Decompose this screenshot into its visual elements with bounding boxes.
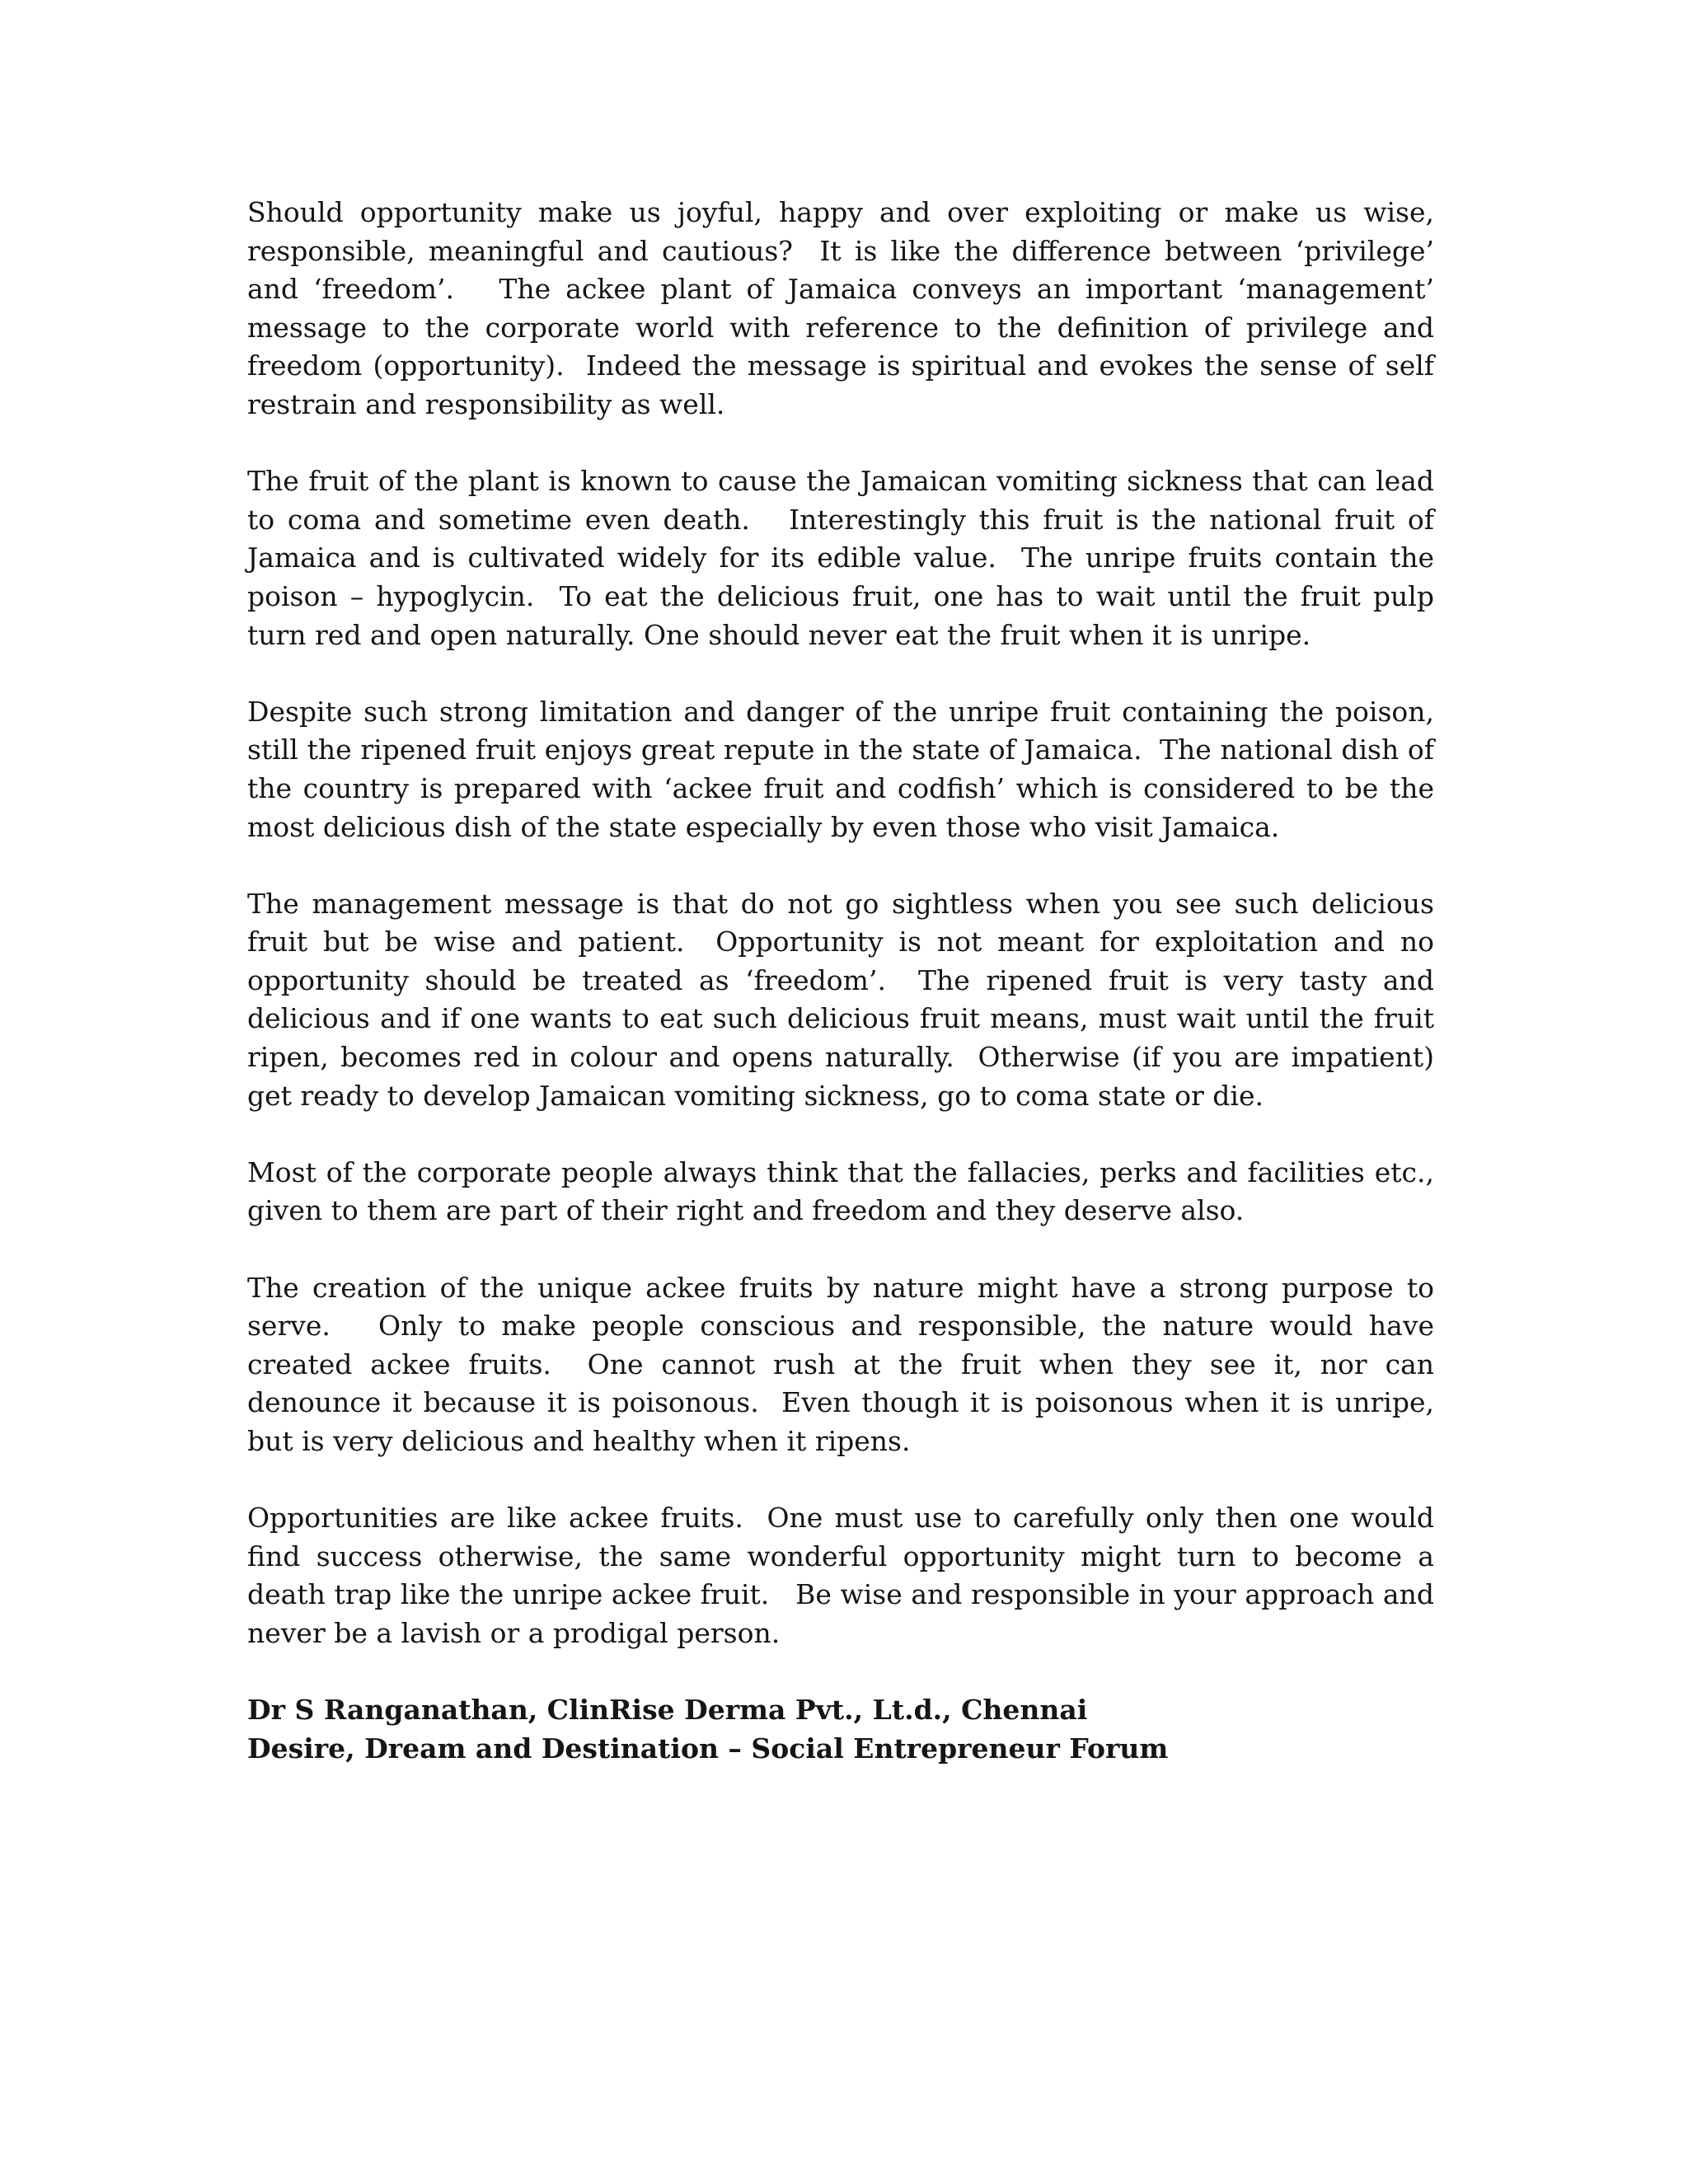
paragraph-6: The creation of the unique ackee fruits by nature might have a strong purpose to serve. Only to make people conscious and responsible, the nature would have created ackee fruits. One cannot rush at the fruit when they see it, nor can denounce it because it is poisonous. Even though it is poisonous when it is unripe, but is very delicious and healthy when it ripens. bbox=[247, 1271, 1443, 1457]
paragraph-4: The management message is that do not go sightless when you see such delicious fruit but be wise and patient. Opportunity is not meant for exploitation and no opportunity should be treated as ‘freedom’. The ripened fruit is very tasty and delicious and if one wants to eat such delicious fruit means, must wait until the fruit ripen, becomes red in colour and opens naturally. Otherwise (if you are impatient) get ready to develop Jamaican vomiting sickness, go to coma state or die. bbox=[247, 887, 1443, 1112]
signature-block bbox=[247, 1691, 1434, 1768]
author-line: Dr S Ranganathan, ClinRise Derma Pvt., Lt.d., Chennai bbox=[247, 1694, 1088, 1727]
forum-line: Desire, Dream and Destination – Social Entrepreneur Forum bbox=[247, 1732, 1169, 1765]
paragraph-2: The fruit of the plant is known to cause the Jamaican vomiting sickness that can lead to coma and sometime even death. Interestingly this fruit is the national fruit of Jamaica and is cultivated widely for its edible value. The unripe fruits contain the poison – hypoglycin. To eat the delicious fruit, one has to wait until the fruit pulp turn red and open naturally. One should never eat the fruit when it is unripe. bbox=[247, 465, 1443, 651]
paragraph-7: Opportunities are like ackee fruits. One must use to carefully only then one would find success otherwise, the same wonderful opportunity might turn to become a death trap like the unripe ackee fruit. Be wise and responsible in your approach and never be a lavish or a prodigal person. bbox=[247, 1502, 1443, 1649]
paragraph-5: Most of the corporate people always think that the fallacies, perks and facilities etc., given to them are part of their right and freedom and they deserve also. bbox=[247, 1155, 1443, 1227]
paragraph-1: Should opportunity make us joyful, happy and over exploiting or make us wise, responsible, meaningful and cautious? It is like the difference between ‘privilege’ and ‘freedom’. The ackee plant of Jamaica conveys an important ‘management’ message to the corporate world with reference to the definition of privilege and freedom (opportunity). Indeed the message is spiritual and evokes the sense of self restrain and responsibility as well. bbox=[247, 196, 1443, 420]
document-page bbox=[247, 194, 1443, 1768]
paragraph-3: Despite such strong limitation and danger of the unripe fruit containing the poison, still the ripened fruit enjoys great repute in the state of Jamaica. The national dish of the country is prepared with ‘ackee fruit and codfish’ which is considered to be the most delicious dish of the state especially by even those who visit Jamaica. bbox=[247, 695, 1443, 843]
